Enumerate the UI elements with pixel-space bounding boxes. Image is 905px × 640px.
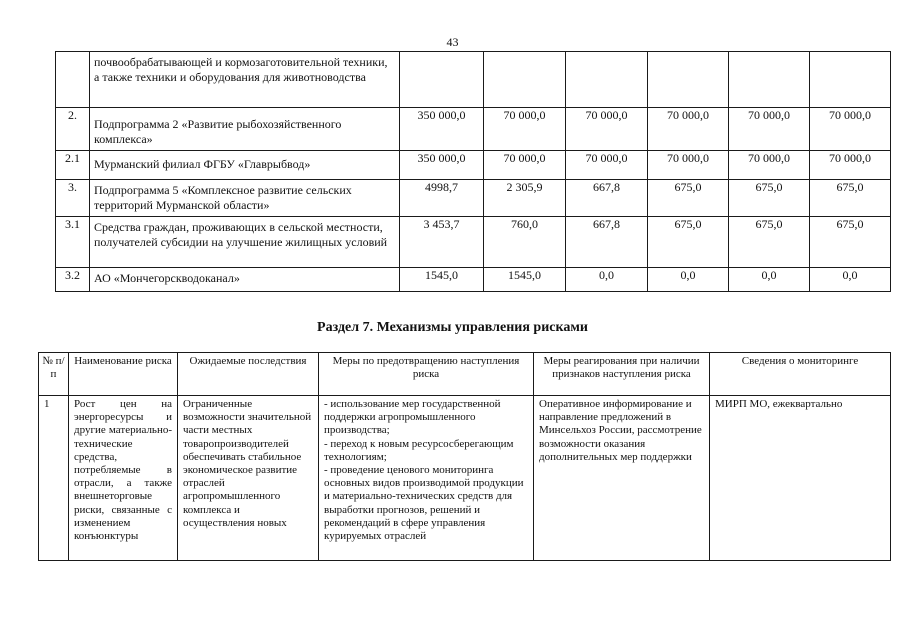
row-name: Мурманский филиал ФГБУ «Главрыбвод» xyxy=(90,151,400,180)
row-value: 70 000,0 xyxy=(648,151,729,180)
risk-prevention: - использование мер государственной поддержки агропромышленного производства; - переход к новым ресурсосберегающим технологиям; - проведение ценового мониторинга основных видов производимой продукции и материально-технических средств для выработки прогнозов, решений и рекомендаций в сфере управления курируемых отраслей xyxy=(319,396,534,561)
risk-header-row xyxy=(39,353,891,396)
row-value: 70 000,0 xyxy=(810,151,891,180)
risk-consequences: Ограниченные возможности значительной части местных товаропроизводителей обеспечивать стабильное экономическое развитие отраслей агропромышленного комплекса и осуществления новых xyxy=(178,396,319,561)
page-number: 43 xyxy=(446,35,459,49)
row-number: 2. xyxy=(56,108,90,151)
header-monitoring: Сведения о мониторинге xyxy=(710,353,891,396)
row-value: 1545,0 xyxy=(400,268,484,292)
header-number: № п/п xyxy=(39,353,69,396)
risk-name: Рост цен на энергоресурсы и другие материально-технические средства, потребляемые в отрасли, а также внешнеторговые риски, связанные с изменением конъюнктуры xyxy=(69,396,178,561)
funding-row xyxy=(56,151,891,180)
funding-table xyxy=(55,51,891,292)
header-prevention: Меры по предотвращению наступления риска xyxy=(319,353,534,396)
row-value: 70 000,0 xyxy=(566,108,648,151)
funding-row xyxy=(56,180,891,217)
risk-management-table xyxy=(38,352,891,561)
row-value: 0,0 xyxy=(810,268,891,292)
row-value xyxy=(648,52,729,108)
row-value: 350 000,0 xyxy=(400,108,484,151)
row-value: 675,0 xyxy=(648,217,729,268)
funding-row xyxy=(56,217,891,268)
row-value: 1545,0 xyxy=(484,268,566,292)
row-value xyxy=(400,52,484,108)
row-value: 0,0 xyxy=(729,268,810,292)
row-value xyxy=(810,52,891,108)
row-value: 667,8 xyxy=(566,180,648,217)
row-value xyxy=(484,52,566,108)
header-risk-name: Наименование риска xyxy=(69,353,178,396)
row-value: 70 000,0 xyxy=(729,151,810,180)
row-number xyxy=(56,52,90,108)
header-response: Меры реагирования при наличии признаков наступления риска xyxy=(534,353,710,396)
row-value: 350 000,0 xyxy=(400,151,484,180)
row-value: 2 305,9 xyxy=(484,180,566,217)
section-heading: Раздел 7. Механизмы управления рисками xyxy=(317,320,588,335)
row-number: 2.1 xyxy=(56,151,90,180)
row-value: 70 000,0 xyxy=(484,151,566,180)
row-value: 675,0 xyxy=(729,217,810,268)
row-value: 70 000,0 xyxy=(648,108,729,151)
row-name: Подпрограмма 2 «Развитие рыбохозяйственного комплекса» xyxy=(90,108,400,151)
row-name: Подпрограмма 5 «Комплексное развитие сельских территорий Мурманской области» xyxy=(90,180,400,217)
funding-row xyxy=(56,268,891,292)
row-number: 3.1 xyxy=(56,217,90,268)
funding-row xyxy=(56,108,891,151)
row-number: 3. xyxy=(56,180,90,217)
row-value: 667,8 xyxy=(566,217,648,268)
row-name: АО «Мончегорскводоканал» xyxy=(90,268,400,292)
row-name: Средства граждан, проживающих в сельской местности, получателей субсидии на улучшение жилищных условий xyxy=(90,217,400,268)
row-value: 675,0 xyxy=(648,180,729,217)
row-value: 0,0 xyxy=(648,268,729,292)
row-value: 70 000,0 xyxy=(810,108,891,151)
row-value: 675,0 xyxy=(810,217,891,268)
row-number: 3.2 xyxy=(56,268,90,292)
funding-row xyxy=(56,52,891,108)
row-value: 4998,7 xyxy=(400,180,484,217)
risk-row xyxy=(39,396,891,561)
row-value: 760,0 xyxy=(484,217,566,268)
row-value: 70 000,0 xyxy=(729,108,810,151)
risk-response: Оперативное информирование и направление предложений в Минсельхоз России, рассмотрение возможности оказания дополнительных мер поддержки xyxy=(534,396,710,561)
row-value: 675,0 xyxy=(810,180,891,217)
row-name: почвообрабатывающей и кормозаготовительной техники, а также техники и оборудования для животноводства xyxy=(90,52,400,108)
row-value: 3 453,7 xyxy=(400,217,484,268)
risk-number: 1 xyxy=(39,396,69,561)
risk-monitoring: МИРП МО, ежеквартально xyxy=(710,396,891,561)
header-consequences: Ожидаемые последствия xyxy=(178,353,319,396)
row-value: 70 000,0 xyxy=(484,108,566,151)
row-value: 675,0 xyxy=(729,180,810,217)
row-value xyxy=(729,52,810,108)
row-value xyxy=(566,52,648,108)
row-value: 70 000,0 xyxy=(566,151,648,180)
row-value: 0,0 xyxy=(566,268,648,292)
